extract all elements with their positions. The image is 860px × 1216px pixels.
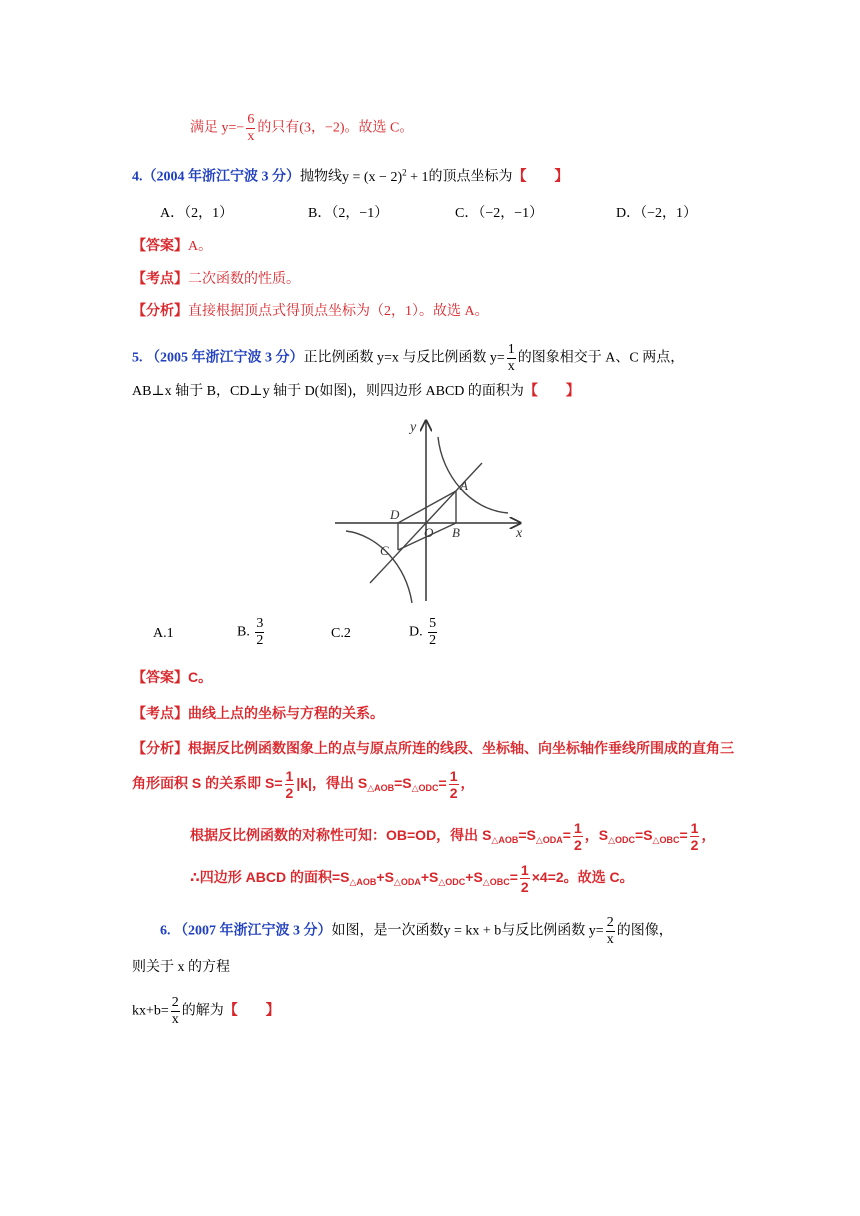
label-b: B [452, 525, 460, 540]
q4-stem-post: 的顶点坐标为 [428, 169, 513, 185]
segment-da [398, 491, 456, 523]
label-c: C [380, 543, 389, 558]
q4-answer-bracket: 【 】 [512, 169, 569, 185]
q4-source: （2004 年浙江宁波 3 分） [142, 169, 300, 185]
q5-answer [132, 667, 212, 687]
q4-analysis [132, 302, 489, 322]
label-o: O [424, 525, 434, 540]
q3-frac-num: 6 [247, 112, 255, 127]
q5-answer-bracket: 【 】 [523, 384, 580, 399]
q5-stem-line1 [132, 342, 684, 375]
q5-stem2: AB⊥x 轴于 B，CD⊥y 轴于 D(如图)，则四边形 ABCD 的面积为 [132, 384, 524, 399]
hyperbola-branch-2 [346, 531, 412, 603]
q5-option-b: B. $\frac{3}{2}$ [237, 616, 264, 648]
q4-analysis-label: 【分析】 [132, 304, 188, 319]
q3-text-post: 的只有(3，−2)。故选 C。 [257, 120, 414, 136]
q6-fraction-2: $\frac{2}{x}$ [171, 995, 179, 1027]
q5-answer-label: 【答案】 [132, 669, 188, 685]
q5-fraction: $\frac{1}{x}$ [507, 342, 515, 374]
q5-option-a: A.1 [153, 626, 174, 641]
q4-option-a: A．（2，1） [160, 206, 234, 221]
q5-point-value: 曲线上点的坐标与方程的关系。 [188, 705, 384, 721]
q5-option-c: C.2 [331, 626, 351, 641]
q4-number: 4. [132, 169, 143, 185]
q5-analysis-line2: 角形面积 S 的关系即 S= $\frac{1}{2}$ |k|，得出 $S_{\triangle AOB}=S_{\triangle ODC}=$ $\frac{1}{2}$ ， [132, 768, 475, 801]
q5-analysis1: 根据反比例函数图象上的点与原点所连的线段、坐标轴、向坐标轴作垂线所围成的直角三 [188, 740, 734, 756]
q5-option-d: D. $\frac{5}{2}$ [409, 616, 437, 648]
q4-option-d: D．（−2，1） [616, 206, 698, 221]
q5-number: 5. [132, 350, 143, 366]
q6-answer-bracket: 【 】 [223, 1003, 280, 1019]
label-d: D [390, 507, 400, 522]
q3-answer-tail [190, 112, 413, 145]
q6-stem-line3: kx+b= $\frac{2}{x}$ 的解为【 】 [132, 995, 280, 1027]
q4-point [132, 270, 300, 290]
q4-answer-value: A。 [188, 239, 213, 254]
q5-source: （2005 年浙江宁波 3 分） [146, 350, 304, 366]
q4-option-b: B．（2，−1） [308, 206, 389, 221]
q4-analysis-value: 直接根据顶点式得顶点坐标为（2，1）。故选 A。 [188, 304, 489, 319]
q5-analysis-line4: ∴四边形 ABCD 的面积$=S_{\triangle AOB}+S_{\triangle ODA}+S_{\triangle ODC}+S_{\triangle OBC}=$ $\frac{1}{2}$ ×4=2。故选 C。 [190, 862, 634, 895]
q4-point-value: 二次函数的性质。 [188, 272, 300, 287]
label-a: A [460, 478, 468, 493]
label-y: y [410, 420, 417, 435]
q3-minus: − [236, 120, 245, 136]
q5-point-label: 【考点】 [132, 705, 188, 721]
q5-figure [330, 415, 530, 605]
q3-frac-den: x [247, 129, 255, 144]
q6-stem-line2: 则关于 x 的方程 [132, 960, 230, 975]
hyperbola-branch-1 [438, 437, 508, 513]
label-x: x [516, 526, 523, 541]
q5-analysis-line3: 根据反比例函数的对称性可知：OB=OD，得出 $S_{\triangle AOB}=S_{\triangle ODA}=$ $\frac{1}{2}$ ，$S_{\triangle ODC}=S_{\triangle OBC}=$ $\frac{1}{2}$ ， [190, 820, 716, 853]
q6-formula: y = kx + b [443, 923, 502, 939]
q5-answer-value: C。 [188, 669, 213, 685]
q5-stem1-pre: 正比例函数 y=x 与反比例函数 y= [303, 350, 505, 366]
q5-stem-line2 [132, 382, 580, 402]
q3-text-pre: 满足 y= [190, 120, 237, 136]
q6-source: （2007 年浙江宁波 3 分） [174, 923, 332, 939]
q4-formula: $y = (x - 2)^2 + 1$ [342, 167, 429, 185]
q6-number: 6. [160, 923, 171, 939]
q4-stem [132, 162, 569, 188]
q5-stem1-post: 的图象相交于 A、C 两点， [517, 350, 685, 366]
q5-analysis-label: 【分析】 [132, 740, 188, 756]
q3-fraction [246, 112, 255, 145]
q4-answer-label: 【答案】 [132, 239, 188, 254]
q4-point-label: 【考点】 [132, 272, 188, 287]
q5-point [132, 703, 384, 723]
q6-stem-line1: 6. （2007 年浙江宁波 3 分）如图，是一次函数y = kx + b与反比例函数 y= $\frac{2}{x}$ 的图像， [160, 915, 673, 947]
q5-analysis-line1 [132, 738, 734, 758]
q4-answer [132, 237, 212, 257]
q4-stem-pre: 抛物线 [300, 169, 342, 185]
q4-option-c: C．（−2，−1） [455, 206, 544, 221]
q6-fraction-1: $\frac{2}{x}$ [606, 915, 614, 947]
